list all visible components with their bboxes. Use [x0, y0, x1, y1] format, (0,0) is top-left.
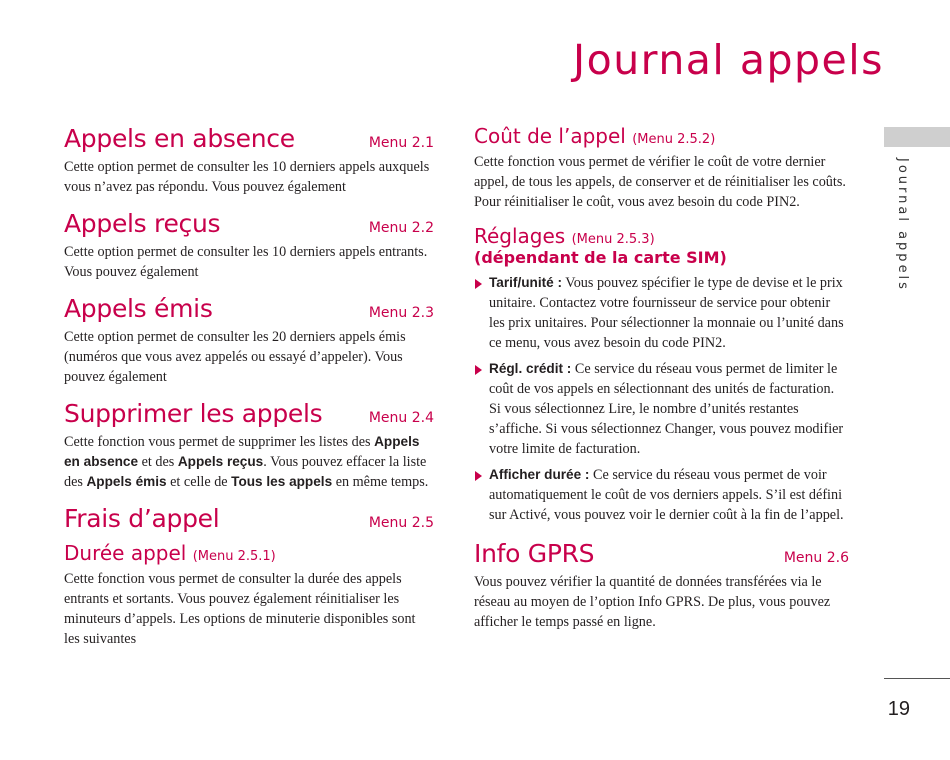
section-text: Cette fonction vous permet de vérifier le coût de votre dernier appel, de tous les appels, de conserver et de réinitialiser les coûts. Pour réinitialiser le coût, vous avez besoin du code PIN2. — [474, 154, 846, 210]
text-run: . Vous pouvez effacer la liste des — [64, 454, 427, 490]
section-appels-emis — [64, 294, 434, 387]
section-heading — [64, 124, 434, 153]
section-heading — [64, 399, 434, 428]
section-text: Vous pouvez vérifier la quantité de données transférées via le réseau au moyen de l’option Info GPRS. De plus, vous pouvez afficher le temps passé en ligne. — [474, 574, 831, 630]
section-heading — [64, 209, 434, 238]
subsection-heading — [474, 124, 849, 148]
bullet-label: Afficher durée : — [489, 467, 590, 482]
menu-ref: Menu 2.1 — [368, 135, 434, 151]
subsection-text: Cette fonction vous permet de consulter la durée des appels entrants et sortants. Vous pouvez également réinitialiser les minuteurs d’appels. Les options de minuterie disponibles sont les suivantes — [64, 571, 416, 647]
side-section-label: Journal appels — [895, 158, 910, 292]
right-column — [474, 124, 849, 632]
bold-term: Appels reçus — [177, 454, 264, 469]
text-run: Cette fonction vous permet de supprimer les listes des — [64, 434, 371, 450]
subsection-title: Durée appel — [64, 541, 187, 565]
section-text: Cette option permet de consulter les 10 derniers appels auxquels vous n’avez pas répondu. Vous pouvez également — [64, 159, 430, 195]
section-appels-en-absence — [64, 124, 434, 197]
section-cout-de-l-appel — [474, 124, 849, 212]
bullet-text: Vous pouvez spécifier le type de devise et le prix unitaire. Contactez votre fournisseur de service pour obtenir les prix unitaires. Pour sélectionner la monnaie ou l’unité dans ce menu, vous avez besoin du code PIN2. — [489, 275, 844, 351]
bullet-arrow-icon — [475, 279, 482, 289]
section-text: Cette option permet de consulter les 10 derniers appels entrants. Vous pouvez également — [64, 244, 428, 280]
section-info-gprs — [474, 539, 849, 632]
page-title: Journal appels — [573, 36, 884, 84]
bullet-text: Ce service du réseau vous permet de voir automatiquement le coût de vos derniers appels. S’il est défini sur Activé, vous pouvez voir le dernier coût à la fin de l’appel. — [489, 467, 844, 523]
subsection-title: Réglages — [474, 224, 566, 248]
menu-ref: (Menu 2.5.3) — [571, 232, 655, 247]
bullet-afficher-duree — [474, 465, 849, 525]
menu-ref: Menu 2.6 — [783, 550, 849, 566]
page-number: 19 — [887, 698, 910, 720]
section-title: Supprimer les appels — [64, 399, 323, 428]
section-text — [64, 432, 434, 492]
section-title: Appels en absence — [64, 124, 295, 153]
section-frais-d-appel — [64, 504, 434, 649]
menu-ref: (Menu 2.5.1) — [192, 549, 276, 564]
bullet-tarif-unite — [474, 273, 849, 353]
bullet-regl-credit — [474, 359, 849, 459]
section-title: Frais d’appel — [64, 504, 220, 533]
subsection-title: Coût de l’appel — [474, 124, 626, 148]
bullet-label: Régl. crédit : — [489, 361, 572, 376]
menu-ref: Menu 2.2 — [368, 220, 434, 236]
menu-ref: Menu 2.5 — [368, 515, 434, 531]
text-run: et celle de — [166, 474, 232, 490]
section-title: Appels émis — [64, 294, 213, 323]
bold-term: Appels en absence — [64, 434, 420, 469]
section-heading — [64, 294, 434, 323]
section-reglages — [474, 224, 849, 525]
side-tab-marker — [884, 127, 950, 147]
text-run: et des — [138, 454, 178, 470]
section-title: Info GPRS — [474, 539, 595, 568]
section-supprimer-les-appels — [64, 399, 434, 492]
left-column — [64, 124, 434, 649]
subsection-heading — [64, 541, 434, 565]
page-number-rule — [884, 678, 950, 679]
menu-ref: Menu 2.3 — [368, 305, 434, 321]
sim-dependency-note: (dépendant de la carte SIM) — [474, 248, 727, 267]
bullet-label: Tarif/unité : — [489, 275, 562, 290]
bullet-arrow-icon — [475, 365, 482, 375]
text-run: en même temps. — [332, 474, 429, 490]
bold-term: Tous les appels — [231, 474, 333, 489]
section-heading — [474, 539, 849, 568]
bold-term: Appels émis — [86, 474, 167, 489]
bullet-text: Ce service du réseau vous permet de limiter le coût de vos appels en sélectionnant des unités de facturation. Si vous sélectionnez Lire, le nombre d’unités restantes s’affiche. Si vous sélectionnez Changer, vous pouvez modifier votre limite de facturation. — [489, 361, 844, 457]
subsection-heading — [474, 224, 849, 248]
menu-ref: Menu 2.4 — [368, 410, 434, 426]
menu-ref: (Menu 2.5.2) — [632, 132, 716, 147]
section-title: Appels reçus — [64, 209, 221, 238]
section-text: Cette option permet de consulter les 20 derniers appels émis (numéros que vous avez appelés ou essayé d’appeler). Vous pouvez également — [64, 329, 406, 385]
bullet-arrow-icon — [475, 471, 482, 481]
section-appels-recus — [64, 209, 434, 282]
section-heading — [64, 504, 434, 533]
